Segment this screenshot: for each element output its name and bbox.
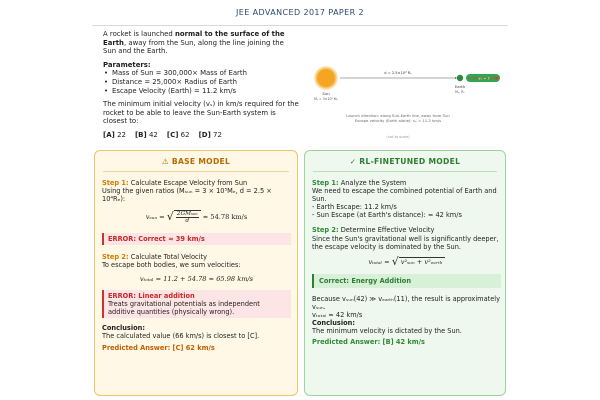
rl-step-1: Step 1: Analyze the System [312,179,407,187]
question-text: The minimum initial velocity (vₛ) in km/s required for the rocket to be able to leave the Sun-Earth system is closest to: [103,100,299,126]
page-title: JEE ADVANCED 2017 PAPER 2 [235,8,365,17]
base-predicted-answer: Predicted Answer: [C] 62 km/s [102,343,215,352]
rl-conclusion-title: Conclusion: [312,319,355,328]
diagram-note: (not to scale) [386,135,410,139]
parameter-item: • Escape Velocity (Earth) = 11.2 km/s [103,87,299,96]
header [92,0,508,26]
rl-earth-escape: - Earth Escape: 11.2 km/s [312,203,397,212]
sun-mass-label: Mₛ = 3×10⁵ Mₑ [314,97,338,101]
problem-intro [103,30,299,56]
divider [313,171,497,172]
option-d: [D] 72 [198,130,222,139]
parameter-item: • Mass of Sun = 300,000× Mass of Earth [103,69,299,78]
rl-predicted-answer: Predicted Answer: [B] 42 km/s [312,338,425,347]
base-equation-1: vₛᵤₙ = √ $\frac{\text{2GMₛᵤₙ}}{d}$ ≈ 54.78 km/s [145,210,248,225]
rl-conclusion-text: The minimum velocity is dictated by the Sun. [312,327,462,336]
distance-label: d = 2.5×10⁴ Rₑ [384,71,412,75]
earth-icon [457,75,463,81]
rl-step-2-text: Since the Sun's gravitational well is significantly deeper, the escape velocity is dominated by the Sun. [312,234,499,251]
parameter-item: • Distance = 25,000× Radius of Earth [103,78,299,87]
intro-bold: normal to the surface of the Earth [103,30,285,47]
rl-sun-escape: - Sun Escape (at Earth's distance): ≈ 42 km/s [312,211,462,220]
velocity-label: vₛ = ? [478,75,490,81]
diagram-caption: Launch direction: along Sun-Earth line, away from Sun Escape velocity (Earth alone): vₑ = 11.2 km/s [346,113,450,123]
option-b: [B] 42 [134,130,158,139]
base-model-panel [94,150,298,396]
base-step-1: Step 1: Calculate Escape Velocity from Sun [102,179,248,187]
intro-text-end: , away from the Sun, along the line joining the Sun and the Earth. [103,38,284,56]
earth-label: Earth [454,84,466,89]
rl-step-1-text: We need to escape the combined potential of Earth and Sun. [312,187,497,204]
earth-mass-label: Mₑ, Rₑ [455,90,465,94]
base-step-2-text: To escape both bodies, we sum velocities: [102,260,241,269]
base-step-2: Step 2: Calculate Total Velocity [102,252,207,261]
base-model-title: ⚠ BASE MODEL [161,157,231,166]
divider [103,171,289,172]
answer-options [103,131,299,140]
rl-equation: vₜₒₜₐₗ = √ v²ₛᵤₙ + v²ₑₐᵣₜₕ [368,254,443,268]
base-equation-2: vₜₒₜₐₗ = 11.2 + 54.78 ≈ 65.98 km/s [139,274,254,283]
problem-statement [103,30,299,140]
base-model-body [102,179,291,352]
base-error-1: ERROR: Correct ≈ 39 km/s [102,233,291,245]
rl-because-text: Because vₛᵤₙ(42) ≫ vₑₐᵣₜₕ(11), the result is approximately vₛᵤₙ. [312,294,500,311]
option-a: [A] 22 [103,130,126,139]
parameters-heading: Parameters: [103,60,151,69]
slide [92,0,508,400]
rl-model-body [312,179,501,346]
base-error-2: ERROR: Linear addition Treats gravitational potentials as independent additive quantities (physically wrong). [102,290,291,318]
rl-model-panel [304,150,506,396]
intro-text: A rocket is launched [103,30,175,38]
base-step-1-text: Using the given ratios (Mₛᵤₙ = 3 × 10⁵Mₑ, d = 2.5 × 10⁴Rₑ): [102,187,272,204]
base-conclusion-title: Conclusion: [102,324,145,333]
base-conclusion-text: The calculated value (66 km/s) is closest to [C]. [102,332,260,341]
rl-approx: vₜₒₜₐₗ ≈ 42 km/s [312,311,363,320]
parameters-list [103,69,299,95]
rl-step-2: Step 2: Determine Effective Velocity [312,226,435,235]
option-c: [C] 62 [166,130,190,139]
sun-earth-diagram [308,56,504,138]
rl-correct-box: Correct: Energy Addition [312,274,501,288]
rl-model-title: ✓ RL-FINETUNED MODEL [349,157,461,166]
sun-label: Sun [322,91,330,96]
